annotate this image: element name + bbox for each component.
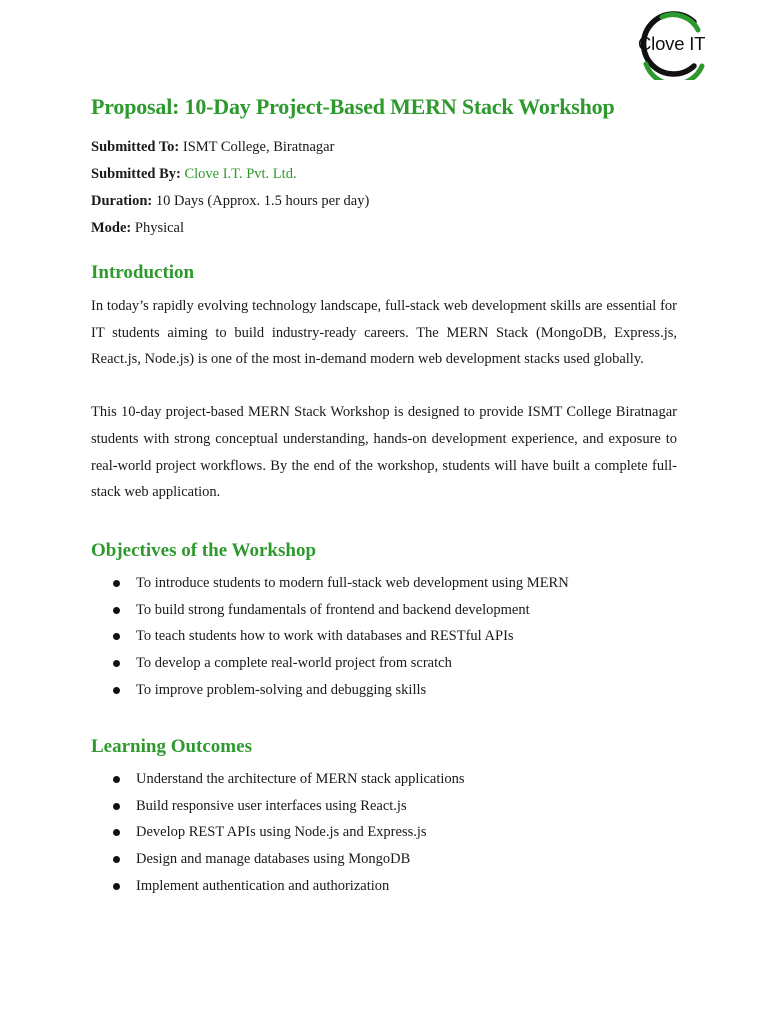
meta-block bbox=[91, 134, 677, 242]
bullet-icon bbox=[113, 660, 120, 667]
list-item-text: To build strong fundamentals of frontend and backend development bbox=[136, 601, 530, 618]
list-item-text: Understand the architecture of MERN stack applications bbox=[136, 770, 465, 787]
list-item bbox=[91, 650, 677, 677]
list-item bbox=[91, 597, 677, 624]
bullet-icon bbox=[113, 803, 120, 810]
meta-key: Submitted By: bbox=[91, 166, 181, 182]
meta-value-link[interactable]: Clove I.T. Pvt. Ltd. bbox=[184, 166, 297, 182]
list-item bbox=[91, 846, 677, 873]
bullet-icon bbox=[113, 776, 120, 783]
list-item bbox=[91, 793, 677, 820]
list-item-text: To introduce students to modern full-stack web development using MERN bbox=[136, 574, 569, 591]
meta-mode bbox=[91, 215, 677, 242]
document-content bbox=[91, 92, 677, 900]
meta-value: ISMT College, Biratnagar bbox=[182, 139, 335, 155]
bullet-icon bbox=[113, 633, 120, 640]
bullet-icon bbox=[113, 829, 120, 836]
meta-value: 10 Days (Approx. 1.5 hours per day) bbox=[155, 193, 370, 209]
introduction-heading: Introduction bbox=[91, 262, 195, 283]
list-item bbox=[91, 819, 677, 846]
bullet-icon bbox=[113, 580, 120, 587]
introduction-paragraph: In today’s rapidly evolving technology landscape, full-stack web development skills are essential for IT students aiming to build industry-ready careers. The MERN Stack (MongoDB, Express.js, React.js, Node.js) is one of the most in-demand modern web development stacks used globally. bbox=[91, 298, 677, 368]
bullet-icon bbox=[113, 687, 120, 694]
objectives-list bbox=[91, 570, 677, 704]
list-item-text: To develop a complete real-world project from scratch bbox=[136, 655, 452, 672]
logo-text: Clove IT bbox=[638, 33, 706, 54]
meta-key: Mode: bbox=[91, 220, 132, 236]
bullet-icon bbox=[113, 883, 120, 890]
list-item bbox=[91, 766, 677, 793]
clove-it-logo bbox=[632, 8, 708, 80]
list-item-text: Implement authentication and authorization bbox=[136, 877, 390, 894]
bullet-icon bbox=[113, 856, 120, 863]
list-item bbox=[91, 677, 677, 704]
list-item bbox=[91, 623, 677, 650]
list-item-text: To improve problem-solving and debugging skills bbox=[136, 681, 427, 698]
learning-outcomes-heading: Learning Outcomes bbox=[91, 735, 252, 757]
learning-outcomes-list bbox=[91, 766, 677, 900]
objectives-heading: Objectives of the Workshop bbox=[91, 539, 317, 561]
list-item-text: Develop REST APIs using Node.js and Express.js bbox=[136, 824, 427, 841]
list-item-text: To teach students how to work with databases and RESTful APIs bbox=[136, 628, 514, 645]
introduction-paragraph: This 10-day project-based MERN Stack Workshop is designed to provide ISMT College Biratnagar students with strong conceptual understanding, hands-on development experience, and exposure to real-world project workflows. By the end of the workshop, students will have built a complete full-stack web application. bbox=[91, 404, 677, 501]
list-item bbox=[91, 873, 677, 900]
list-item bbox=[91, 570, 677, 597]
meta-key: Submitted To: bbox=[91, 139, 180, 155]
meta-submitted-by bbox=[91, 161, 677, 188]
meta-value: Physical bbox=[134, 220, 185, 236]
list-item-text: Build responsive user interfaces using React.js bbox=[136, 797, 407, 814]
document-title: Proposal: 10-Day Project-Based MERN Stack Workshop bbox=[91, 94, 615, 119]
meta-key: Duration: bbox=[91, 193, 153, 209]
list-item-text: Design and manage databases using MongoDB bbox=[136, 851, 411, 868]
meta-duration bbox=[91, 188, 677, 215]
meta-submitted-to bbox=[91, 134, 677, 161]
bullet-icon bbox=[113, 607, 120, 614]
